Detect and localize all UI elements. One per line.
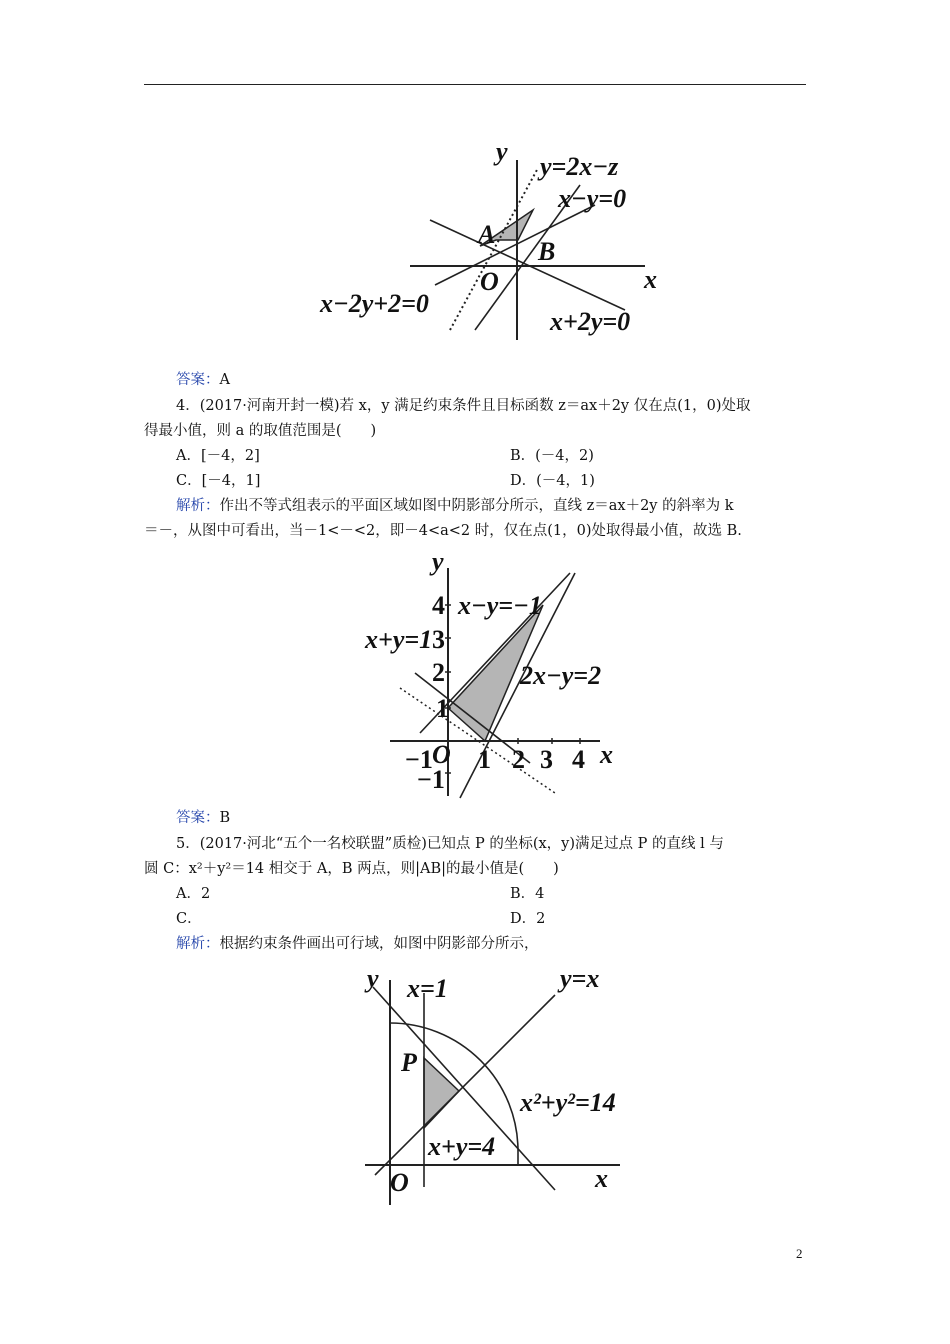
solution-text: 作出不等式组表示的平面区域如图中阴影部分所示，直线 z＝ax＋2y 的斜率为 k <box>219 498 734 514</box>
header-rule <box>144 84 806 85</box>
figure-1-feasible-region <box>300 130 680 345</box>
tick-y-2: 2 <box>432 658 445 687</box>
option-b: B．(－4，2) <box>510 448 594 464</box>
x-axis-label: x <box>600 740 613 769</box>
tick-y-1: 1 <box>436 694 449 723</box>
point-label-a: A <box>478 220 496 249</box>
question-4-line-1: 4．(2017·河南开封一模)若 x，y 满足约束条件且目标函数 z＝ax＋2y 仅在点(1，0)处取 <box>176 398 751 414</box>
option-c: C．[－4，1] <box>176 473 261 489</box>
point-label-b: B <box>538 237 556 266</box>
answer-3 <box>176 370 230 390</box>
option-a: A．2 <box>176 886 211 902</box>
solution-label: 解析： <box>176 498 220 514</box>
solution-5-line-1 <box>176 934 539 954</box>
y-axis-label: y <box>367 964 379 993</box>
answer-value: B <box>219 810 231 826</box>
y-axis-label: y <box>432 547 444 576</box>
line-x-plus-2y <box>435 205 595 285</box>
line-label-2x-minus-y-eq-2: 2x−y=2 <box>520 661 602 690</box>
solution-label: 解析： <box>176 936 220 952</box>
x-axis-label: x <box>644 265 657 294</box>
page-number: 2 <box>796 1246 803 1261</box>
origin-label: O <box>480 267 499 296</box>
figure-3-feasible-region <box>355 965 645 1210</box>
tick-x-4: 4 <box>572 745 585 774</box>
line-label-x-minus-y-eq-minus-1: x−y=−1 <box>458 591 542 620</box>
tick-y-3: 3 <box>432 625 445 654</box>
question-5-line-2: 圆 C：x²＋y²＝14 相交于 A，B 两点，则|AB|的最小值是( ) <box>144 861 559 877</box>
solution-text: 根据约束条件画出可行域，如图中阴影部分所示， <box>219 936 539 952</box>
question-4-line-2: 得最小值，则 a 的取值范围是( ) <box>144 423 377 439</box>
answer-label: 答案： <box>176 372 220 388</box>
shaded-triangle <box>424 1058 459 1128</box>
option-d: D．(－4，1) <box>510 473 595 489</box>
origin-label: O <box>432 740 451 769</box>
tick-x-3: 3 <box>540 745 553 774</box>
tick-x-2: 2 <box>512 745 525 774</box>
line-label-x-plus-y-eq-4: x+y=4 <box>428 1132 496 1161</box>
line-label-x-2y-plus-2: x−2y+2=0 <box>320 289 429 318</box>
line-label-x-plus-y-eq-1: x+y=1 <box>365 625 433 654</box>
tick-x-1: 1 <box>478 745 491 774</box>
option-b: B．4 <box>510 886 545 902</box>
x-axis-label: x <box>595 1164 608 1193</box>
line-label-y-eq-x: y=x <box>560 964 600 993</box>
y-axis-label: y <box>496 137 508 166</box>
figure-2-feasible-region <box>360 548 630 803</box>
line-label-x-eq-1: x=1 <box>407 974 448 1003</box>
solution-4-line-2: ＝－，从图中可看出，当－1<－<2，即－4<a<2 时，仅在点(1，0)处取得最小值，故选 B. <box>144 523 742 539</box>
option-d: D．2 <box>510 911 546 927</box>
line-label-x-minus-y: x−y=0 <box>558 184 627 213</box>
answer-4 <box>176 808 230 828</box>
answer-value: A <box>219 372 230 388</box>
solution-4-line-1 <box>176 496 734 516</box>
point-label-p: P <box>401 1048 417 1077</box>
line-label-y-2x-z: y=2x−z <box>540 152 619 181</box>
option-c: C． <box>176 911 202 927</box>
answer-label: 答案： <box>176 810 220 826</box>
question-5-line-1: 5．(2017·河北“五个一名校联盟”质检)已知点 P 的坐标(x，y)满足过点 P 的直线 l 与 <box>176 836 724 852</box>
tick-x-minus-1: −1 <box>405 745 433 774</box>
tick-y-4: 4 <box>432 591 445 620</box>
line-label-x-plus-2y: x+2y=0 <box>550 307 631 336</box>
option-a: A．[－4，2] <box>176 448 260 464</box>
origin-label: O <box>390 1168 409 1197</box>
circle-label: x²+y²=14 <box>520 1088 616 1117</box>
tick-y-minus-1: −1 <box>417 765 445 794</box>
